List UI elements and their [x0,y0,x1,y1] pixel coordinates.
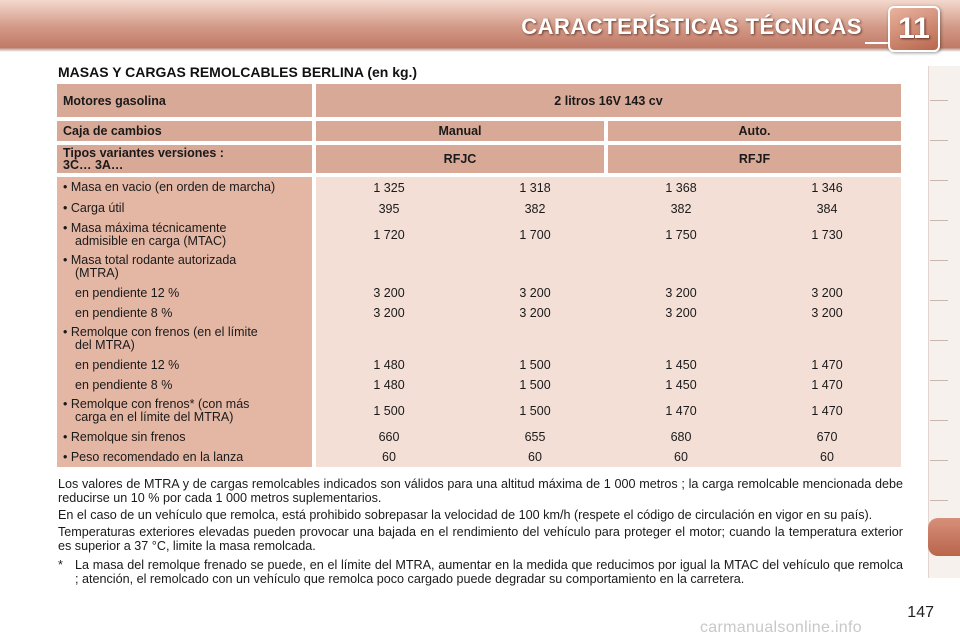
value-cell: 384 [816,201,838,216]
table-row [57,375,901,395]
value-cell: 3 200 [519,306,551,320]
gearbox-auto: Auto. [738,124,771,138]
row-label-line1: • Remolque sin frenos [63,429,186,444]
rail-tick [930,420,948,421]
value-cell: 1 500 [373,404,405,418]
chapter-tab-rail [928,66,960,578]
value-cell: 670 [816,430,838,444]
value-cell: 3 200 [811,286,843,300]
note-paragraph: En el caso de un vehículo que remolca, está prohibido sobrepasar la velocidad de 100 km/h (respete el código de circulación en vigor en su país). [58,508,873,522]
row-label [57,447,316,467]
value-cell: 655 [524,430,546,444]
value-cell: 60 [528,450,542,464]
value-cell: 660 [378,430,400,444]
value-cell [608,251,754,283]
value-cell: 1 450 [665,358,697,372]
row-label [57,283,316,303]
rail-tick [930,260,948,261]
row-label [57,251,316,283]
row-label [57,303,316,323]
value-cell: 1 368 [665,180,697,195]
row-values [316,251,901,283]
variant-auto: RFJF [738,152,771,166]
row-label-line2: admisible en carga (MTAC) [75,234,227,248]
gearbox-label: Caja de cambios [57,121,316,141]
row-values [316,375,901,395]
value-cell [316,323,462,355]
row-label-line2: del MTRA) [75,338,135,352]
table-row [57,198,901,219]
row-label [57,355,316,375]
row-values [316,198,901,219]
value-cell: 1 470 [665,404,697,418]
row-values [316,447,901,467]
row-label [57,219,316,251]
table-row [57,355,901,375]
engine-value: 2 litros 16V 143 cv [554,93,663,108]
row-label-line1: • Remolque con frenos* (con más [63,397,250,411]
value-cell [462,323,608,355]
note-paragraph: Los valores de MTRA y de cargas remolcables indicados son válidos para una altitud máxima de 1 000 metros ; la carga remolcable mencionada debe reducirse un 10 % por cada 1 000 metros suplementarios. [58,477,903,505]
row-label-line2: (MTRA) [75,266,119,280]
value-cell: 3 200 [811,306,843,320]
table-row [57,323,901,355]
value-cell [754,323,900,355]
chapter-badge: 11 [888,6,940,52]
value-cell: 1 700 [519,228,551,242]
value-cell: 1 500 [519,358,551,372]
table-row [57,303,901,323]
row-label-line1: • Masa máxima técnicamente [63,221,227,235]
value-cell: 3 200 [373,306,405,320]
variant-manual: RFJC [316,145,608,173]
value-cell: 1 730 [811,228,843,242]
page-number: 147 [907,604,934,621]
row-label-line1: • Carga útil [63,201,125,215]
value-cell: 3 200 [665,306,697,320]
footnote-text: La masa del remolque frenado se puede, en el límite del MTRA, aumentar en la medida que reducimos por igual la MTAC del vehículo que remolca ; atención, el remolcado con un vehículo que remolca poco cargado puede degradar su comportamiento en la carretera. [75,558,903,586]
variants-label-line1: Tipos variantes versiones : [63,146,224,160]
row-label-line1: • Masa en vacio (en orden de marcha) [63,180,276,194]
row-label-line1: en pendiente 8 % [75,305,173,320]
rail-tick [930,380,948,381]
table-row [57,427,901,447]
row-label-line1: en pendiente 12 % [75,285,180,300]
value-cell: 3 200 [665,286,697,300]
row-label [57,198,316,219]
notes [58,477,903,586]
row-label [57,375,316,395]
value-cell: 1 346 [811,180,843,195]
engine-label: Motores gasolina [57,84,316,117]
value-cell: 1 500 [519,404,551,418]
row-label [57,323,316,355]
value-cell: 382 [524,201,546,216]
value-cell [608,323,754,355]
row-label [57,177,316,198]
value-cell: 3 200 [373,286,405,300]
gearbox-row [57,121,901,141]
table-row [57,447,901,467]
value-cell [462,251,608,283]
rail-tick [930,100,948,101]
value-cell: 1 750 [665,228,697,242]
value-cell: 1 480 [373,358,405,372]
value-cell: 60 [674,450,688,464]
row-values [316,427,901,447]
value-cell: 1 318 [519,180,551,195]
value-cell: 60 [382,450,396,464]
value-cell: 1 480 [373,378,405,392]
row-label-line2: carga en el límite del MTRA) [75,410,234,424]
row-values [316,355,901,375]
active-chapter-tab[interactable] [928,518,960,556]
value-cell: 1 720 [373,228,405,242]
rail-tick [930,180,948,181]
table-row [57,219,901,251]
section-title: MASAS Y CARGAS REMOLCABLES BERLINA (en kg.) [58,64,418,80]
value-cell: 382 [670,201,692,216]
gearbox-manual: Manual [316,121,608,141]
rail-tick [930,500,948,501]
table-row [57,283,901,303]
row-values [316,177,901,198]
footnote [58,558,903,586]
value-cell: 395 [378,201,400,216]
value-cell: 1 325 [373,180,405,195]
value-cell: 680 [670,430,692,444]
rail-tick [930,140,948,141]
value-cell: 1 470 [811,378,843,392]
row-values [316,219,901,251]
row-values [316,283,901,303]
row-label-line1: • Masa total rodante autorizada [63,253,237,267]
rail-tick [930,460,948,461]
rail-tick [930,340,948,341]
row-values [316,323,901,355]
watermark: carmanualsonline.info [700,619,862,636]
table-row [57,251,901,283]
value-cell: 1 470 [811,358,843,372]
row-label-line1: • Remolque con frenos (en el límite [63,325,258,339]
value-cell: 3 200 [519,286,551,300]
value-cell: 1 470 [811,404,843,418]
row-label-line1: en pendiente 12 % [75,357,180,372]
value-cell: 1 500 [519,378,551,392]
value-cell: 60 [820,450,834,464]
variants-label [57,145,316,173]
row-label-line1: en pendiente 8 % [75,377,173,392]
rail-tick [930,300,948,301]
engine-row [57,84,901,117]
variants-row [57,145,901,173]
table-row [57,177,901,198]
note-paragraph: Temperaturas exteriores elevadas pueden provocar una bajada en el rendimiento del vehículo para proteger el motor; cuando la temperatura exterior es superior a 37 °C, limite la masa remolcada. [58,525,903,553]
row-values [316,303,901,323]
footnote-mark: * [58,558,63,572]
row-values [316,395,901,427]
value-cell: 1 450 [665,378,697,392]
row-label [57,427,316,447]
table-row [57,395,901,427]
rail-tick [930,220,948,221]
value-cell [316,251,462,283]
row-label [57,395,316,427]
row-label-line1: • Peso recomendado en la lanza [63,449,244,464]
value-cell [754,251,900,283]
variants-label-line2: 3C… 3A… [63,158,124,172]
page-title: CARACTERÍSTICAS TÉCNICAS [521,14,862,39]
